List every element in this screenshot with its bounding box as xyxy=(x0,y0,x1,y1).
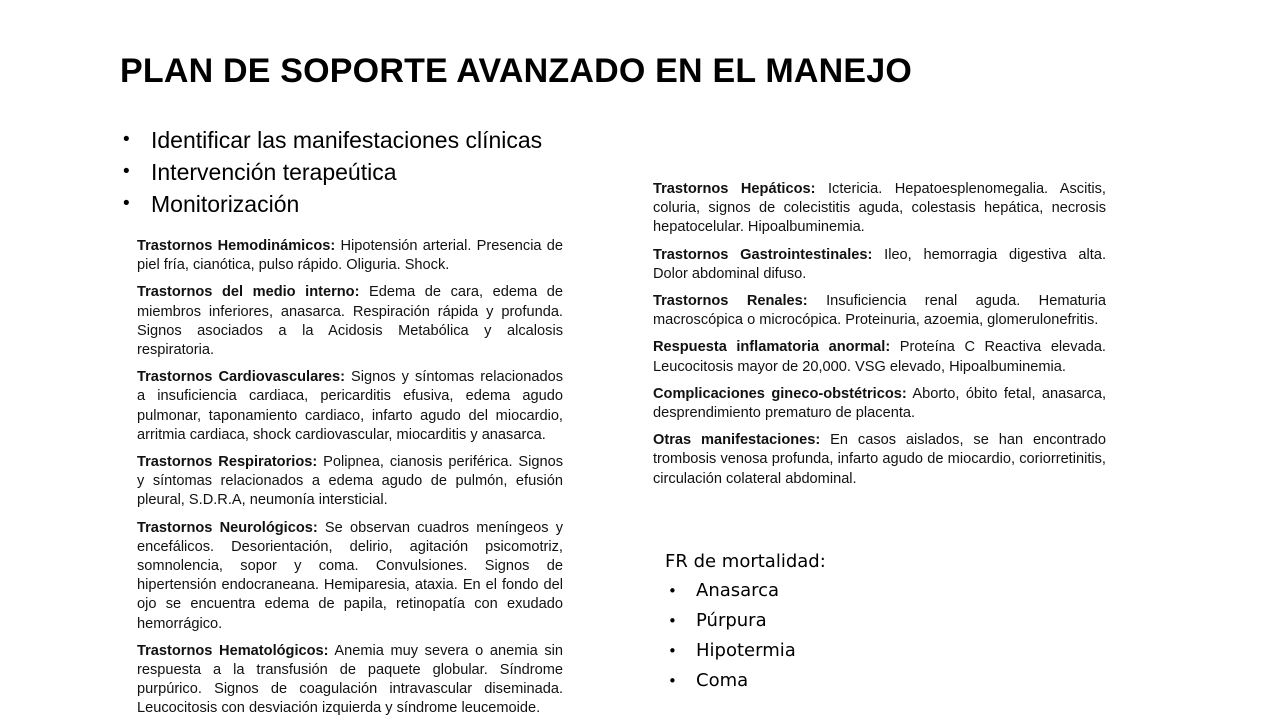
paragraph-text: Proteína C Reactiva elevada. Leucocitosis mayor de 20,000. VSG elevado, Hipoalbuminemia. xyxy=(653,339,1106,375)
paragraph xyxy=(653,338,1106,376)
paragraph-text: Se observan cuadros meníngeos y encefálicos. Desorientación, delirio, agitación psicomotriz, somnolencia, sopor y coma. Convulsiones. Signos de hipertensión endocraneana. Hemiparesia, ataxia. En el fondo del ojo se encuentra edema de papila, retinopatía con exudado hemorrágico. xyxy=(137,519,563,632)
paragraph xyxy=(653,431,1106,489)
list-item: • Monitorización xyxy=(120,188,542,220)
paragraph-text: Signos y síntomas relacionados a insuficiencia cardiaca, pericarditis efusiva, edema agudo pulmonar, taponamiento cardiaco, infarto agudo del miocardio, arritmia cardiaca, shock cardiovascular, miocarditis y anasarca. xyxy=(137,369,564,443)
list-item: • Coma xyxy=(665,666,826,696)
list-item: • Identificar las manifestaciones clínicas xyxy=(120,124,542,156)
scanned-text-left xyxy=(137,237,563,727)
paragraph-heading: Trastornos del medio interno: xyxy=(137,284,360,301)
paragraph-text: En casos aislados, se han encontrado trombosis venosa profunda, infarto agudo de miocardio, coriorretinitis, circulación colateral abdominal. xyxy=(653,432,1106,487)
paragraph xyxy=(137,519,563,634)
objectives-list xyxy=(120,124,542,220)
paragraph-heading: Trastornos Hepáticos: xyxy=(653,181,816,197)
paragraph-text: Anemia muy severa o anemia sin respuesta a la transfusión de paquete globular. Síndrome purpúrico. Signos de coagulación intravascular diseminada. Leucocitosis con desviación izquierda y síndrome leucemoide. xyxy=(137,642,564,717)
paragraph xyxy=(137,368,563,445)
mortality-risk-factors xyxy=(665,547,826,696)
paragraph xyxy=(653,292,1106,330)
list-item: • Anasarca xyxy=(665,576,826,606)
slide-title: PLAN DE SOPORTE AVANZADO EN EL MANEJO xyxy=(120,52,912,90)
paragraph-text: Insuficiencia renal aguda. Hematuria macroscópica o microcópica. Proteinuria, azoemia, glomerulonefritis. xyxy=(653,293,1106,329)
paragraph-heading: Trastornos Hemodinámicos: xyxy=(137,238,336,254)
paragraph xyxy=(137,283,563,360)
paragraph-heading: Trastornos Gastrointestinales: xyxy=(653,246,873,263)
paragraph-text: Hipotensión arterial. Presencia de piel fría, cianótica, pulso rápido. Oliguria. Shock. xyxy=(137,238,564,274)
paragraph-heading: Trastornos Renales: xyxy=(653,293,808,310)
mortality-title: FR de mortalidad: xyxy=(665,551,826,572)
scanned-text-right xyxy=(653,180,1106,497)
paragraph xyxy=(137,237,563,275)
paragraph-heading: Trastornos Neurológicos: xyxy=(137,519,318,536)
list-item: • Púrpura xyxy=(665,606,826,636)
paragraph-text: Edema de cara, edema de miembros inferiores, anasarca. Respiración rápida y profunda. Signos asociados a la Acidosis Metabólica y alcalosis respiratoria. xyxy=(137,284,563,359)
mortality-list xyxy=(665,576,826,696)
paragraph-heading: Respuesta inflamatoria anormal: xyxy=(653,339,891,356)
paragraph xyxy=(653,180,1106,238)
paragraph-text: Aborto, óbito fetal, anasarca, desprendimiento prematuro de placenta. xyxy=(653,385,1107,422)
paragraph-heading: Complicaciones gineco-obstétricos: xyxy=(653,385,907,402)
paragraph-heading: Trastornos Hematológicos: xyxy=(137,642,329,659)
paragraph xyxy=(137,453,563,511)
list-item: • Hipotermia xyxy=(665,636,826,666)
paragraph xyxy=(137,642,563,719)
paragraph-text: Polipnea, cianosis periférica. Signos y síntomas relacionados a edema agudo de pulmón, efusión pleural, S.D.R.A, neumonía intersticial. xyxy=(137,454,563,509)
paragraph-heading: Trastornos Respiratorios: xyxy=(137,454,318,471)
list-item: • Intervención terapeútica xyxy=(120,156,542,188)
paragraph-text: Ictericia. Hepatoesplenomegalia. Ascitis, coluria, signos de colecistitis aguda, colestasis hepática, necrosis hepatocelular. Hipoalbuminemia. xyxy=(653,181,1106,236)
paragraph-heading: Trastornos Cardiovasculares: xyxy=(137,369,345,386)
paragraph-text: Ileo, hemorragia digestiva alta. Dolor abdominal difuso. xyxy=(653,246,1106,282)
paragraph xyxy=(653,246,1106,284)
paragraph-heading: Otras manifestaciones: xyxy=(653,432,821,449)
paragraph xyxy=(653,385,1106,423)
